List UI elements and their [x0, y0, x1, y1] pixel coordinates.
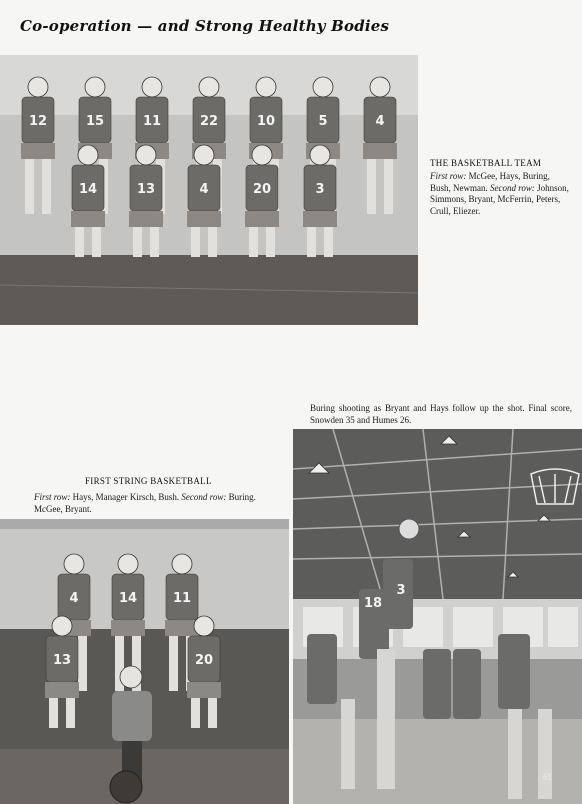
page-title: Co-operation — and Strong Healthy Bodies	[20, 17, 390, 35]
first-string-front-jersey-number: 20	[194, 653, 214, 668]
team-front-jersey-number: 4	[199, 182, 209, 197]
basketball	[110, 771, 142, 803]
team-back-jersey-number: 10	[256, 114, 276, 129]
first-string-caption	[34, 492, 282, 515]
team-back-jersey-number: 4	[375, 114, 385, 129]
first-string-illustration	[0, 519, 289, 804]
team-photo	[0, 55, 418, 325]
team-caption-row1-label: First row:	[430, 171, 467, 181]
team-front-jersey-number: 14	[78, 182, 98, 197]
first-string-row1-names: Hays, Manager Kirsch, Bush.	[72, 492, 180, 502]
page-number: 61	[543, 772, 552, 782]
team-caption-row1-names: McGee, Hays, Buring, Bush, Newman.	[430, 171, 550, 193]
action-jersey-number: 18	[363, 596, 383, 611]
first-string-row2-label: Second row:	[181, 492, 227, 502]
action-photo-illustration	[293, 429, 582, 804]
action-jersey-number: 3	[396, 583, 406, 598]
team-back-jersey-number: 22	[199, 114, 219, 129]
first-string-front-jersey-number: 13	[52, 653, 72, 668]
team-photo-illustration	[0, 55, 418, 325]
team-front-jersey-number: 13	[136, 182, 156, 197]
team-caption-title: THE BASKETBALL TEAM	[430, 158, 542, 168]
first-string-photo	[0, 519, 289, 804]
team-back-jersey-number: 5	[318, 114, 328, 129]
team-back-jersey-number: 15	[85, 114, 105, 129]
team-front-jersey-number: 3	[315, 182, 325, 197]
action-photo	[293, 429, 582, 804]
team-front-jersey-number: 20	[252, 182, 272, 197]
first-string-row1-label: First row:	[34, 492, 71, 502]
team-back-jersey-number: 11	[142, 114, 162, 129]
team-caption-row2-label: Second row:	[490, 182, 535, 193]
team-back-jersey-number: 12	[28, 114, 48, 129]
action-caption: Buring shooting as Bryant and Hays follow up the shot. Final score, Snowden 35 and Humes 26.	[310, 403, 572, 425]
team-caption-row2-names: Johnson, Simmons, Bryant, McFerrin, Peters, Crull, Eliezer.	[430, 182, 569, 216]
team-caption	[430, 171, 570, 217]
first-string-back-jersey-number: 11	[172, 591, 192, 606]
first-string-caption-title: FIRST STRING BASKETBALL	[85, 476, 212, 486]
first-string-row2-names: Buring. McGee, Bryant.	[34, 492, 256, 514]
first-string-back-jersey-number: 4	[69, 591, 79, 606]
first-string-back-jersey-number: 14	[118, 591, 138, 606]
